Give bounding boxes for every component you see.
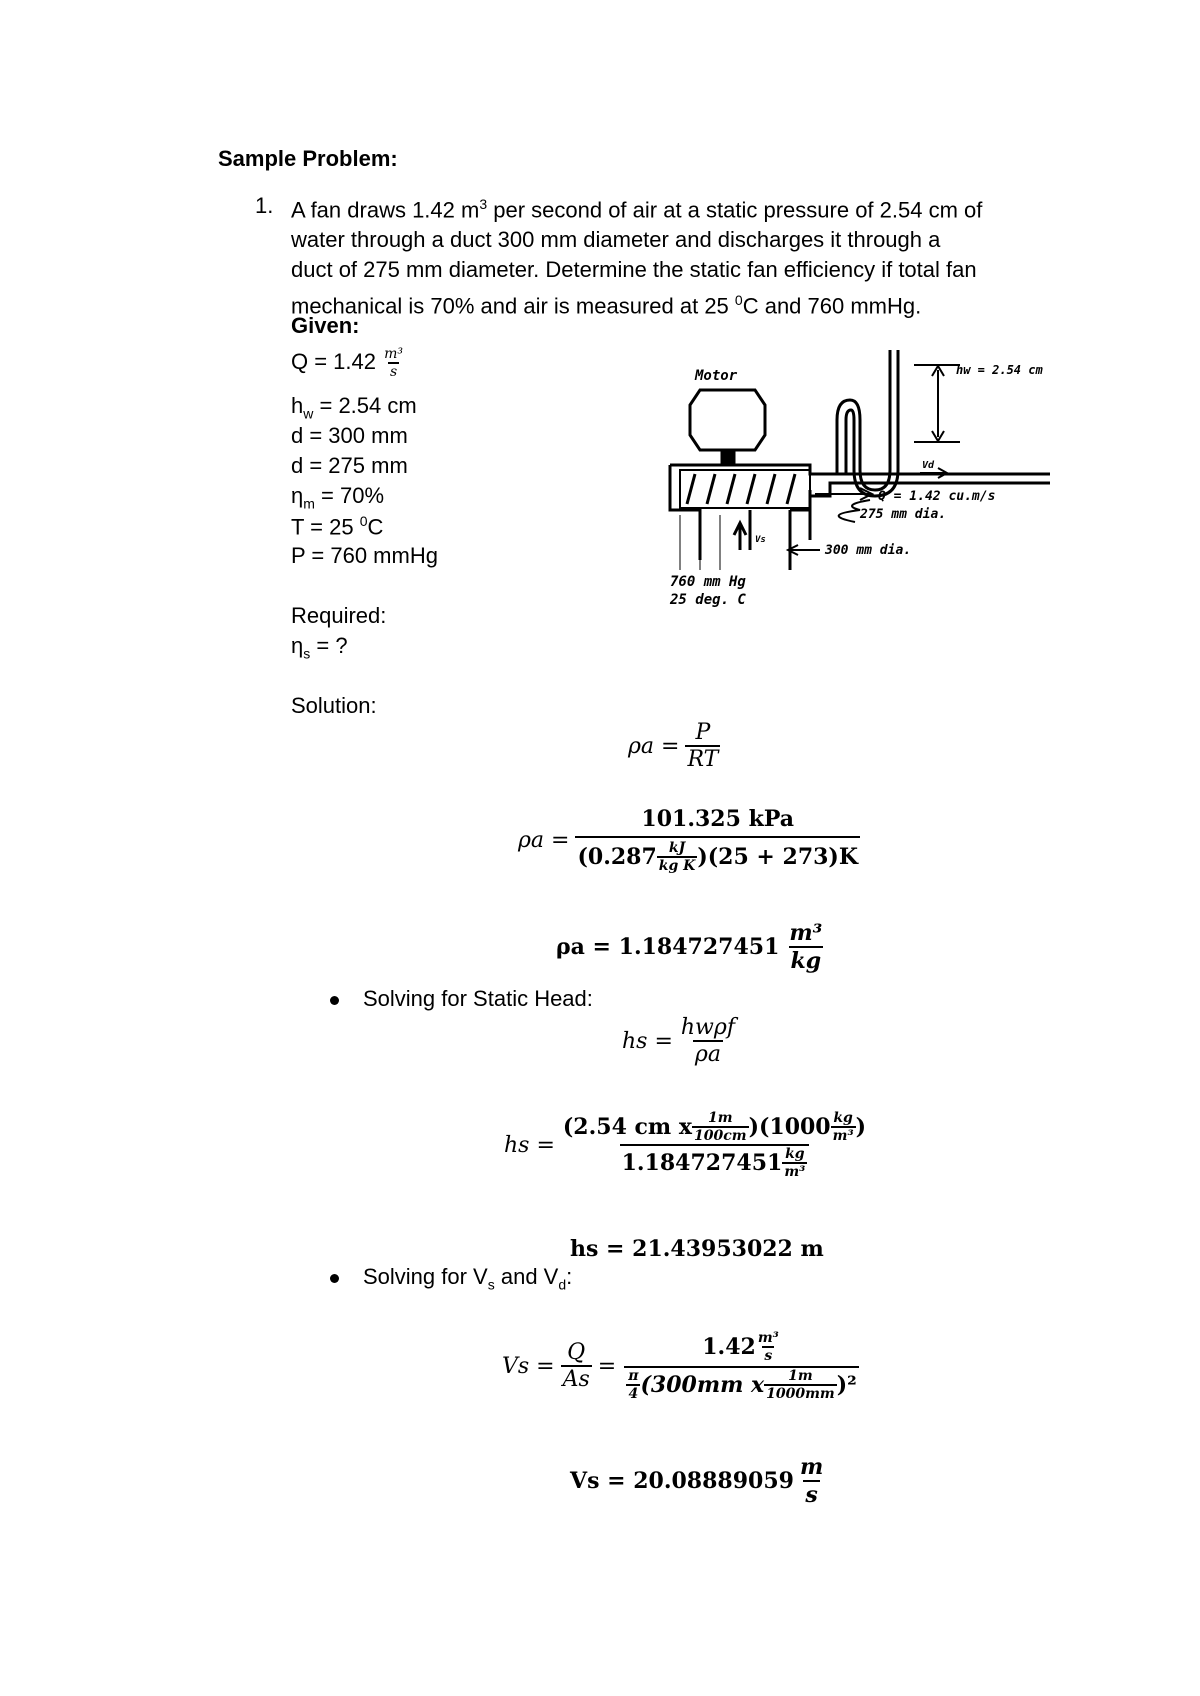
- problem-statement: [291, 189, 1091, 322]
- problem-line1b: per second of air at a static pressure of 2.54 cm of: [487, 197, 983, 223]
- eq-density-den: RT: [687, 747, 719, 772]
- eq-density-formula: [628, 720, 720, 772]
- eq-hs2-num-b: )(1000: [748, 1114, 831, 1140]
- problem-line1a: A fan draws 1.42 m: [291, 197, 480, 223]
- problem-line3: duct of 275 mm diameter. Determine the static fan efficiency if total fan: [291, 257, 977, 283]
- eq-vs3-unit-num: m: [799, 1454, 824, 1480]
- eq-hs2-lhs: hs =: [504, 1132, 555, 1158]
- problem-line4a: mechanical is 70% and air is measured at 25: [291, 293, 735, 319]
- fan-diagram: [660, 350, 1050, 610]
- eq-vs2-pi-den: 4: [628, 1386, 639, 1402]
- given-title: Given:: [291, 313, 360, 338]
- bullet-velocities: [330, 1264, 572, 1292]
- eq-density2-unit-num: kJ: [668, 840, 686, 856]
- eq-density2-den-b: )(25 + 273)K: [697, 844, 858, 870]
- given-eta-m-a: η: [291, 483, 304, 508]
- given-t-b: C: [367, 514, 384, 540]
- required-eta-sub: s: [303, 645, 311, 662]
- problem-line4b: C and 760 mmHg.: [742, 293, 922, 319]
- given-q-prefix: Q = 1.42: [291, 348, 383, 374]
- given-hw-b: = 2.54 cm: [313, 393, 417, 418]
- eq-suction-velocity-result: [570, 1454, 825, 1508]
- eq-static-head-substituted: [504, 1110, 868, 1180]
- eq-hs-den: ρa: [694, 1042, 721, 1067]
- bullet-dot: [330, 996, 339, 1005]
- eq-suction-velocity: [502, 1330, 859, 1402]
- given-t-a: T = 25: [291, 514, 360, 540]
- bullet-dot: [330, 1274, 339, 1283]
- eq-hs2-kg-den: m³: [832, 1128, 854, 1144]
- eq-hs2-den-unit-num: kg: [785, 1146, 805, 1162]
- eq-vs2-den-a: (300mm x: [640, 1372, 765, 1398]
- eq-hs-lhs: hs =: [622, 1028, 673, 1054]
- problem-line1-sup: 3: [479, 196, 488, 212]
- eq-vs2-conv-den: 1000mm: [766, 1386, 835, 1402]
- problem-line4-sup: 0: [734, 292, 743, 309]
- given-q-unit-den: s: [389, 364, 398, 380]
- required-eta-a: η: [291, 633, 304, 658]
- eq-vs-eq: =: [597, 1353, 617, 1379]
- eq-density3-lhs: ρa = 1.184727451: [556, 934, 780, 960]
- given-p: P = 760 mmHg: [291, 543, 438, 568]
- given-d2: d = 275 mm: [291, 453, 408, 478]
- diagram-vs-label: Vs: [755, 535, 766, 545]
- eq-hs2-den-unit-den: m³: [784, 1164, 806, 1180]
- solution-title: Solution:: [291, 693, 377, 718]
- given-eta-m-sub: m: [303, 495, 315, 512]
- bullet-velocities-a: Solving for V: [363, 1264, 488, 1289]
- eq-hs2-kg-num: kg: [833, 1110, 853, 1126]
- motor-body: [690, 390, 765, 450]
- diagram-vd-label: Vd: [922, 460, 935, 471]
- bullet-static-head-text: Solving for Static Head:: [363, 986, 593, 1011]
- eq-vs3: Vs = 20.08889059: [570, 1468, 794, 1494]
- diagram-275-label: 275 mm dia.: [860, 507, 947, 522]
- given-q-unit-num: m³: [384, 346, 404, 362]
- given-t: [291, 513, 383, 540]
- eq-hs2-num-a: (2.54 cm x: [562, 1114, 692, 1140]
- eq-vs2-pi-num: π: [628, 1368, 639, 1384]
- bullet-velocities-sub2: d: [558, 1276, 567, 1293]
- eq-hs2-den-a: 1.184727451: [621, 1150, 783, 1176]
- eq-vs-frac-den: As: [562, 1367, 590, 1392]
- required-title: Required:: [291, 603, 387, 628]
- eq-vs2-conv-num: 1m: [788, 1368, 813, 1384]
- required-eta-b: = ?: [310, 633, 348, 658]
- diagram-300-label: 300 mm dia.: [825, 543, 912, 558]
- problem-number: 1.: [255, 193, 274, 218]
- eq-vs-frac-num: Q: [567, 1340, 586, 1365]
- section-heading: Sample Problem:: [218, 146, 398, 171]
- eq-vs-lhs: Vs =: [502, 1353, 555, 1379]
- eq-static-head-result: hs = 21.43953022 m: [570, 1236, 824, 1262]
- given-hw: [291, 393, 417, 421]
- required-eta: [291, 633, 348, 661]
- given-eta-m-b: = 70%: [314, 483, 385, 508]
- problem-line2: water through a duct 300 mm diameter and discharges it through a: [291, 227, 941, 253]
- given-eta-m: [291, 483, 384, 511]
- diagram-motor-label: Motor: [695, 368, 738, 384]
- bullet-static-head: [330, 986, 593, 1012]
- bullet-velocities-b: and V: [494, 1264, 559, 1289]
- given-hw-sub: w: [303, 405, 314, 422]
- diagram-condition1: 760 mm Hg: [670, 574, 746, 590]
- bullet-velocities-c: :: [566, 1264, 573, 1289]
- given-d1: d = 300 mm: [291, 423, 408, 448]
- eq-density3-unit-num: m³: [789, 920, 823, 946]
- eq-hs-num: hwρf: [680, 1015, 735, 1040]
- eq-vs3-unit-den: s: [805, 1482, 818, 1508]
- eq-hs2-conv-num: 1m: [708, 1110, 733, 1126]
- bullet-velocities-sub1: s: [487, 1276, 495, 1293]
- eq-hs2-conv-den: 100cm: [694, 1128, 747, 1144]
- eq-vs2-unit-den: s: [764, 1348, 773, 1364]
- eq-density2-num: 101.325 kPa: [641, 806, 795, 832]
- given-hw-a: h: [291, 393, 304, 418]
- eq-density2-den-a: (0.287: [577, 844, 657, 870]
- eq-density3-unit-den: kg: [790, 948, 822, 974]
- given-q: [291, 346, 405, 380]
- eq-density-substituted: [518, 806, 860, 874]
- eq-density-lhs: ρa =: [628, 733, 680, 759]
- eq-density2-lhs: ρa =: [518, 827, 570, 853]
- eq-density-result: [556, 920, 824, 974]
- eq-hs2-num-c: ): [855, 1114, 866, 1140]
- diagram-hw-label: hw = 2.54 cm: [956, 363, 1043, 377]
- diagram-condition2: 25 deg. C: [670, 592, 746, 608]
- eq-vs2-unit-num: m³: [757, 1330, 779, 1346]
- eq-vs2-num-a: 1.42: [702, 1334, 756, 1360]
- eq-density-num: P: [695, 720, 711, 745]
- eq-static-head-formula: [622, 1015, 737, 1067]
- given-t-sup: 0: [359, 513, 368, 529]
- eq-vs2-den-b: )²: [836, 1372, 857, 1398]
- eq-density2-unit-den: kg K: [658, 858, 696, 874]
- diagram-q-label: Q = 1.42 cu.m/s: [878, 489, 996, 504]
